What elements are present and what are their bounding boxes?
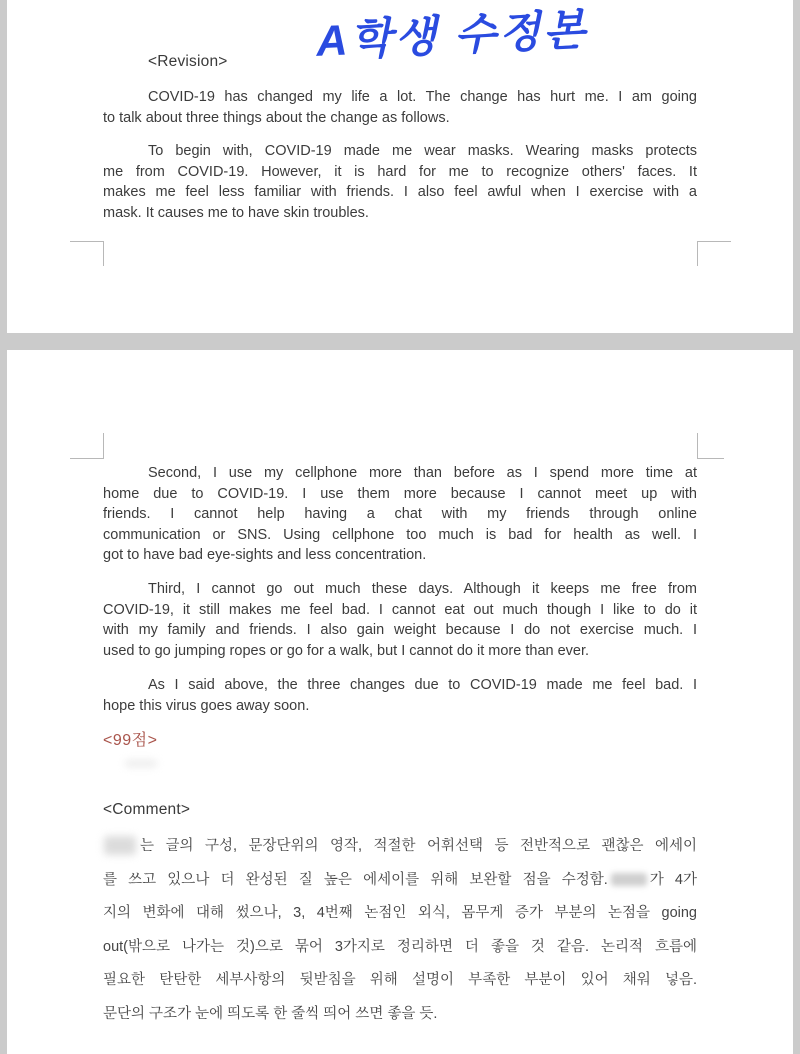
essay-line: hope this virus goes away soon. — [103, 697, 310, 714]
essay-line: me from COVID-19. However, it is hard for me to recognize others' faces. It — [103, 163, 697, 180]
viewer-left-edge — [0, 0, 7, 1054]
essay-line: Second, I use my cellphone more than before as I spend more time at — [148, 465, 697, 481]
comment-heading: <Comment> — [103, 801, 191, 818]
essay-line: communication or SNS. Using cellphone too much is bad for health as well. I — [103, 526, 697, 543]
page2-top-left-corner-mark — [70, 433, 104, 459]
comment-line: 는 글의 구성, 문장단위의 영작, 적절한 어휘선택 등 전반적으로 괜찮은 에세이 — [140, 838, 697, 854]
comment-line: 필요한 탄탄한 세부사항의 뒷받침을 위해 설명이 부족한 부분이 있어 채워 넣음. — [103, 972, 697, 988]
redacted-student-name — [611, 873, 647, 886]
comment-line-segment: 가 4가 — [649, 871, 697, 888]
essay-paragraph-2 — [103, 141, 697, 223]
essay-line: to talk about three things about the change as follows. — [103, 109, 450, 126]
viewer-right-edge — [793, 0, 800, 1054]
essay-line: with my family and friends. I also gain weight because I do not exercise much. I — [103, 622, 697, 639]
essay-line: To begin with, COVID-19 made me wear masks. Wearing masks protects — [148, 143, 697, 159]
essay-line: mask. It causes me to have skin troubles. — [103, 204, 369, 221]
page2-top-right-corner-mark — [697, 433, 724, 459]
essay-line: got to have bad eye-sights and less concentration. — [103, 547, 427, 564]
essay-line: home due to COVID-19. I use them more because I cannot meet up with — [103, 485, 697, 502]
comment-line: 지의 변화에 대해 썼으나, 3, 4번째 논점인 외식, 몸무게 증가 부분의 논점을 going — [103, 905, 697, 921]
comment-line-segment: 를 쓰고 있으나 더 완성된 질 높은 에세이를 위해 보완할 점을 수정함. — [103, 871, 608, 888]
handwritten-title: A학생 수정본 — [315, 6, 589, 66]
essay-paragraph-1 — [103, 87, 697, 128]
essay-paragraph-3 — [103, 463, 697, 566]
revision-heading: <Revision> — [148, 53, 228, 70]
page1-bottom-right-corner-mark — [697, 241, 731, 266]
erased-smudge — [125, 760, 157, 767]
essay-paragraph-5 — [103, 675, 697, 716]
page1-bottom-left-corner-mark — [70, 241, 104, 266]
teacher-comment — [103, 830, 697, 1031]
essay-paragraph-4 — [103, 579, 697, 661]
comment-line: 문단의 구조가 눈에 띄도록 한 줄씩 띄어 쓰면 좋을 듯. — [103, 1005, 438, 1022]
essay-line: Third, I cannot go out much these days. Although it keeps me free from — [148, 581, 697, 597]
essay-line: makes me feel less familiar with friends. I also feel awful when I exercise with a — [103, 184, 697, 201]
score-badge: <99점> — [103, 732, 158, 749]
page-gap-divider — [0, 333, 800, 350]
essay-line: used to go jumping ropes or go for a walk, but I cannot do it more than ever. — [103, 642, 590, 659]
essay-line: COVID-19 has changed my life a lot. The change has hurt me. I am going — [148, 89, 697, 105]
comment-line: out(밖으로 나가는 것)으로 묶어 3가지로 정리하면 더 좋을 것 같음. 논리적 흐름에 — [103, 938, 697, 955]
essay-line: friends. I cannot help having a chat with my friends through online — [103, 506, 697, 523]
essay-line: COVID-19, it still makes me feel bad. I cannot eat out much though I like to do it — [103, 601, 697, 618]
essay-line: As I said above, the three changes due to COVID-19 made me feel bad. I — [148, 677, 697, 693]
comment-line — [103, 864, 697, 898]
